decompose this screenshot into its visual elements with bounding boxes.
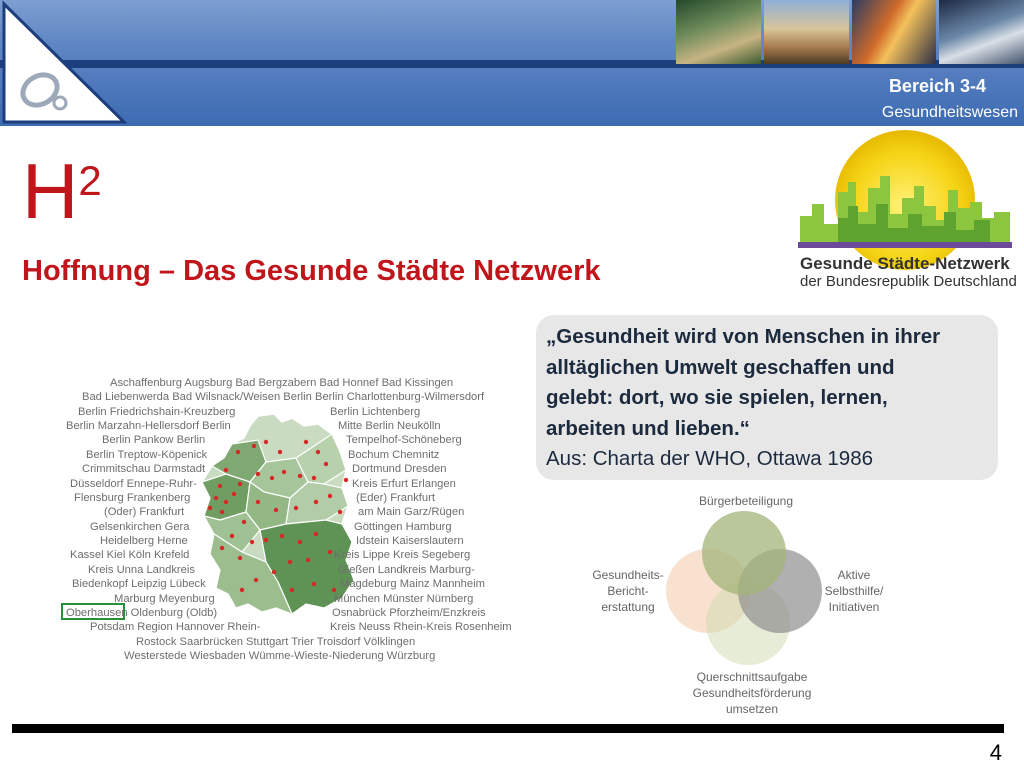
city-list-line: Berlin Treptow-Köpenick: [86, 449, 208, 461]
city-list-line: Westerstede Wiesbaden Wümme-Wieste-Niederung Würzburg: [124, 650, 436, 662]
city-list-line: Crimmitschau Darmstadt: [82, 463, 206, 475]
venn-label-line: Bericht-: [607, 584, 649, 598]
slide-header: [0, 0, 1024, 126]
venn-label-line: umsetzen: [725, 702, 779, 716]
city-list-line: Berlin Marzahn-Hellersdorf Berlin: [66, 420, 231, 432]
header-photos: [676, 0, 1024, 64]
city-list-line: Bad Liebenwerda Bad Wilsnack/Weisen Berlin Berlin Charlottenburg-Wilmersdorf: [82, 391, 485, 403]
page-title: [22, 147, 102, 235]
city-list-line: Bochum Chemnitz: [348, 449, 440, 461]
quote-source: Aus: Charta der WHO, Ottawa 1986: [546, 447, 873, 470]
logo-icon: [0, 0, 130, 126]
city-list-line: (Eder) Frankfurt: [356, 492, 435, 504]
city-list-line: Mitte Berlin Neukölln: [338, 420, 441, 432]
quote-line: gelebt: dort, wo sie spielen, lernen,: [546, 386, 888, 409]
city-list-line: Flensburg Frankenberg: [74, 492, 191, 504]
venn-label-line: Selbsthilfe/: [824, 584, 884, 598]
city-list-line: (Oder) Frankfurt: [104, 506, 185, 518]
city-list-line: Osnabrück Pforzheim/Enzkreis: [332, 607, 486, 619]
city-list-line: Göttingen Hamburg: [354, 521, 452, 533]
page-number: 4: [989, 740, 1002, 765]
quote-line: „Gesundheit wird von Menschen in ihrer: [546, 325, 941, 348]
venn-label-left: [588, 567, 668, 615]
city-list-line: Berlin Friedrichshain-Kreuzberg: [78, 406, 236, 418]
city-list-line: Kreis Neuss Rhein-Kreis Rosenheim: [330, 621, 512, 633]
title-letter: H: [22, 147, 79, 235]
city-list-line: Berlin Pankow Berlin: [102, 434, 206, 446]
city-list-line: Heidelberg Herne: [100, 535, 188, 547]
germany-map: [196, 412, 361, 622]
photo-building: [764, 0, 849, 64]
venn-label-line: Aktive: [837, 568, 871, 582]
venn-diagram: [660, 505, 830, 675]
page-subtitle: Hoffnung – Das Gesunde Städte Netzwerk: [22, 255, 601, 287]
quote-line: arbeiten und lieben.“: [546, 416, 750, 440]
city-list-line: Dortmund Dresden: [352, 463, 447, 475]
city-list-line: Gelsenkirchen Gera: [90, 521, 190, 533]
venn-label-top: Bürgerbeteiligung: [698, 494, 794, 508]
photo-park: [676, 0, 761, 64]
city-list-line: Idstein Kaiserslautern: [356, 535, 464, 547]
city-list-line: Düsseldorf Ennepe-Ruhr-: [70, 478, 197, 490]
photo-station: [852, 0, 937, 64]
city-list-line: Rostock Saarbrücken Stuttgart Trier Troisdorf Völklingen: [136, 636, 416, 648]
venn-label-line: erstattung: [601, 600, 655, 614]
quote-line: alltäglichen Umwelt geschaffen und: [546, 355, 895, 379]
city-list-line: Kreis Lippe Kreis Segeberg: [334, 549, 471, 561]
city-list-line: Kassel Kiel Köln Krefeld: [70, 549, 190, 561]
venn-label-line: Gesundheits-: [592, 568, 664, 582]
city-list-line: Potsdam Region Hannover Rhein-: [90, 621, 261, 633]
venn-label-bottom: [686, 669, 818, 717]
oberhausen-highlight: [61, 603, 125, 620]
city-list-line: Marburg Meyenburg: [114, 593, 215, 605]
city-list-line: Kreis Unna Landkreis: [88, 564, 195, 576]
city-list-line: München Münster Nürnberg: [334, 593, 474, 605]
city-list-line: Tempelhof-Schöneberg: [346, 434, 462, 446]
city-list-line: Berlin Lichtenberg: [330, 406, 421, 418]
section-label: Bereich 3-4: [888, 76, 986, 96]
city-list-line: Kreis Erfurt Erlangen: [352, 478, 456, 490]
venn-label-line: Initiativen: [828, 600, 880, 614]
city-list-line: Magdeburg Mainz Mannheim: [340, 578, 485, 590]
city-list-line: Aschaffenburg Augsburg Bad Bergzabern Bad Honnef Bad Kissingen: [110, 377, 454, 389]
title-superscript: 2: [78, 157, 102, 204]
city-list-line: Biedenkopf Leipzig Lübeck: [72, 578, 206, 590]
section-sublabel: Gesundheitswesen: [881, 104, 1018, 121]
gsn-logo-title: Gesunde Städte-Netzwerk: [800, 254, 1010, 273]
footer-bar: [12, 724, 1004, 733]
quote-text: [546, 322, 986, 475]
venn-circle-top: [702, 511, 786, 595]
gsn-logo-subtitle: der Bundesrepublik Deutschland: [800, 273, 1017, 290]
venn-label-line: Gesundheitsförderung: [692, 686, 812, 700]
city-list-line: Oberhausen Oldenburg (Oldb): [66, 607, 218, 619]
city-list-line: Gießen Landkreis Marburg-: [338, 564, 475, 576]
city-list-line: am Main Garz/Rügen: [358, 506, 465, 518]
photo-platform: [939, 0, 1024, 64]
venn-label-line: Querschnittsaufgabe: [696, 670, 808, 684]
venn-label-right: [818, 567, 890, 615]
